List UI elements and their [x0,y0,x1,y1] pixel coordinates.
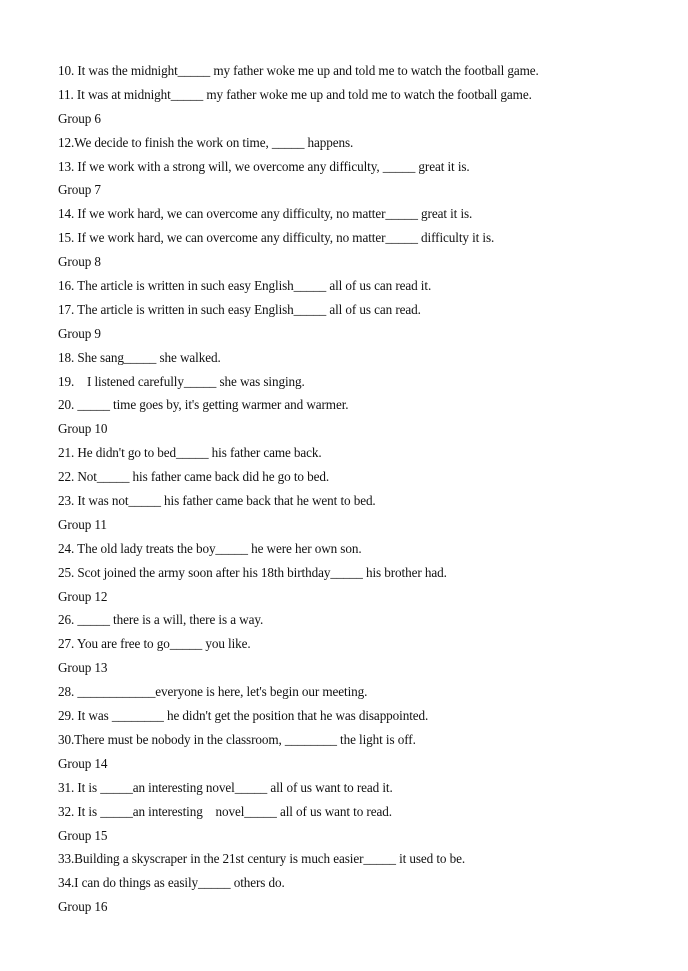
question-33: 33.Building a skyscraper in the 21st century is much easier_____ it used to be. [58,851,466,867]
group-heading-13: Group 13 [58,660,108,676]
question-12: 12.We decide to finish the work on time, _____ happens. [58,134,354,150]
group-heading-10: Group 10 [58,421,108,437]
question-32: 32. It is _____an interesting novel_____ all of us want to read. [58,803,392,819]
question-31: 31. It is _____an interesting novel_____ all of us want to read it. [58,779,393,795]
group-heading-12: Group 12 [58,588,108,604]
group-heading-9: Group 9 [58,325,101,341]
question-27: 27. You are free to go_____ you like. [58,636,251,652]
group-heading-6: Group 6 [58,110,101,126]
question-10: 10. It was the midnight_____ my father woke me up and told me to watch the football game. [58,63,539,78]
group-heading-14: Group 14 [58,755,108,771]
question-13: 13. If we work with a strong will, we overcome any difficulty, _____ great it is. [58,158,470,174]
group-heading-11: Group 11 [58,516,107,532]
question-19: 19. I listened carefully_____ she was singing. [58,373,305,389]
group-heading-16: Group 16 [58,899,108,915]
question-15: 15. If we work hard, we can overcome any difficulty, no matter_____ difficulty it is. [58,230,495,246]
question-30: 30.There must be nobody in the classroom, ________ the light is off. [58,731,416,747]
question-26: 26. _____ there is a will, there is a way. [58,612,264,628]
question-14: 14. If we work hard, we can overcome any difficulty, no matter_____ great it is. [58,206,473,222]
question-25: 25. Scot joined the army soon after his 18th birthday_____ his brother had. [58,564,447,580]
question-16: 16. The article is written in such easy English_____ all of us can read it. [58,278,432,294]
worksheet-page [58,59,658,919]
group-heading-15: Group 15 [58,827,108,843]
question-20: 20. _____ time goes by, it's getting warmer and warmer. [58,397,349,413]
group-heading-8: Group 8 [58,254,101,270]
question-21: 21. He didn't go to bed_____ his father came back. [58,445,322,461]
question-23: 23. It was not_____ his father came back that he went to bed. [58,493,376,509]
question-34: 34.I can do things as easily_____ others do. [58,875,285,891]
question-11: 11. It was at midnight_____ my father woke me up and told me to watch the football game. [58,86,532,102]
question-28: 28. ____________everyone is here, let's begin our meeting. [58,684,368,700]
question-17: 17. The article is written in such easy English_____ all of us can read. [58,301,421,317]
question-29: 29. It was ________ he didn't get the position that he was disappointed. [58,708,429,724]
question-24: 24. The old lady treats the boy_____ he were her own son. [58,540,362,556]
group-heading-7: Group 7 [58,182,101,198]
question-18: 18. She sang_____ she walked. [58,349,221,365]
question-22: 22. Not_____ his father came back did he go to bed. [58,469,330,485]
